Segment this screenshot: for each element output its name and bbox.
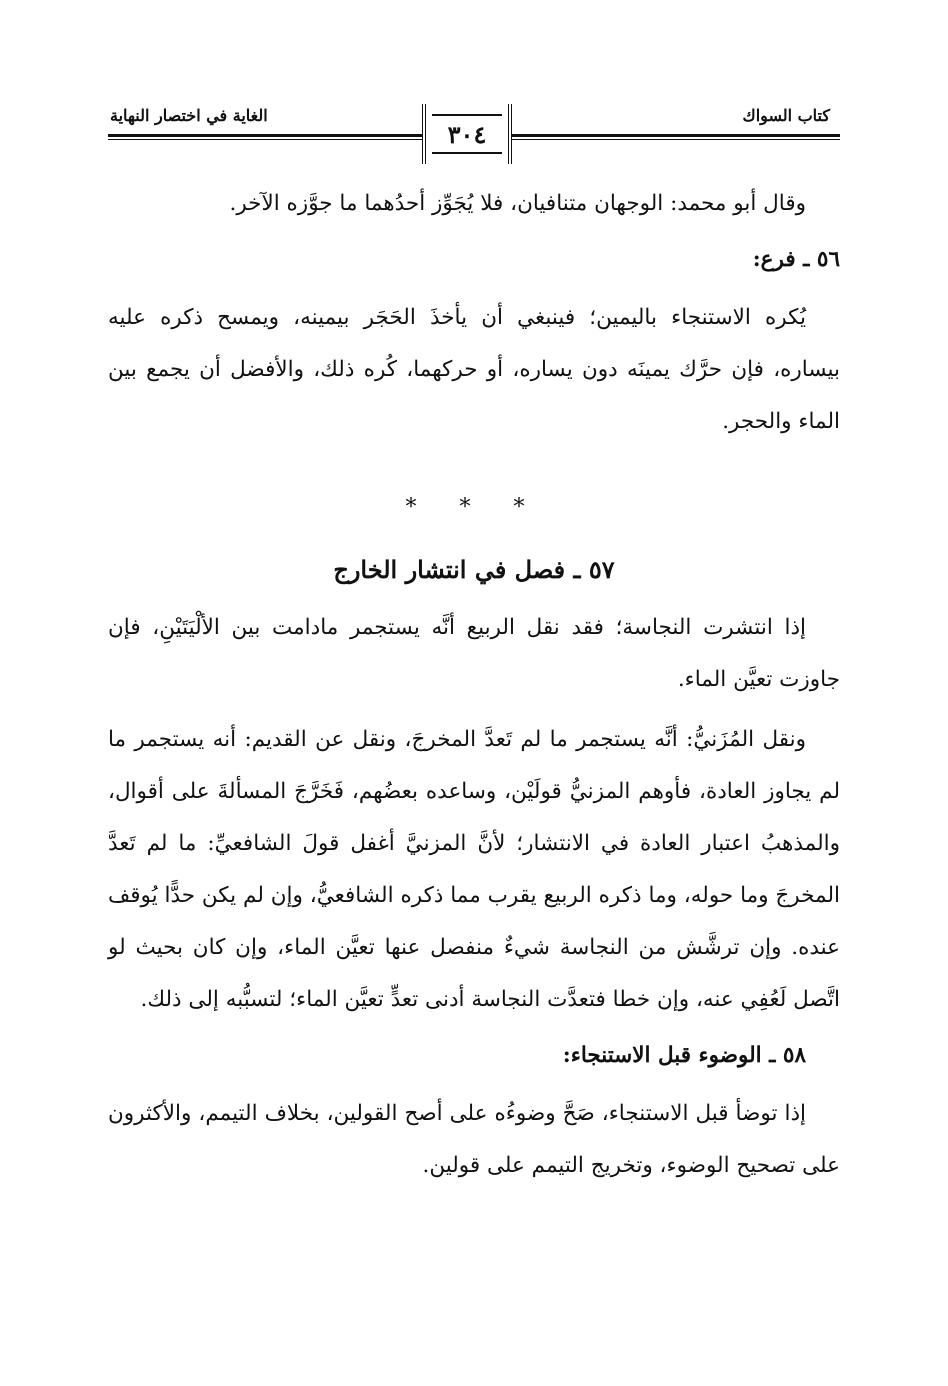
paragraph: وقال أبو محمد: الوجهان متنافيان، فلا يُجَوِّز أحدُهما ما جوَّزه الآخر. [229,191,806,216]
book-title: الغاية في اختصار النهاية [110,106,268,125]
paragraph: إذا توضأ قبل الاستنجاء، صَحَّ وضوءُه على أصح القولين، بخلاف التيمم، والأكثرون على تصحيح الوضوء، وتخريج التيمم على قولين. [108,1101,840,1178]
page-number: ٣٠٤ [447,119,487,149]
subheading-58: ٥٨ ـ الوضوء قبل الاستنجاء: [562,1043,806,1068]
section-divider-stars: * * * [405,495,543,520]
page-number-box [422,104,512,164]
page-body [108,178,840,1192]
subheading-56: ٥٦ ـ فرع: [752,247,840,272]
paragraph: يُكره الاستنجاء باليمين؛ فينبغي أن يأخذَ الحَجَر بيمينه، ويمسح ذكره عليه بيساره، فإن حرَّك يمينَه دون يساره، أو حركهما، كُره ذلك، والأفضل أن يجمع بين الماء والحجر. [108,305,840,434]
section-title-57: ٥٧ ـ فصل في انتشار الخارج [333,555,615,584]
book-chapter-title: كتاب السواك [742,106,830,125]
paragraph: إذا انتشرت النجاسة؛ فقد نقل الربيع أنَّه يستجمر مادامت بين الألْيَتَيْنِ، فإن جاوزت تعيَّن الماء. [108,615,840,692]
running-header [108,96,840,174]
paragraph: ونقل المُزَنيُّ: أنَّه يستجمر ما لم تَعدَّ المخرجَ، ونقل عن القديم: أنه يستجمر ما لم يجاوز العادة، فأوهم المزنيُّ قولَيْن، وساعده بعضُهم، فَخَرَّجَ المسألةَ على أقوال، والمذهبُ اعتبار العادة في الانتشار؛ لأنَّ المزنيَّ أغفل قولَ الشافعيِّ: ما لم تَعدَّ المخرجَ وما حوله، وما ذكره الربيع يقرب مما ذكره الشافعيُّ، وإن لم يكن حدًّا يُوقف عنده. وإن ترشَّش من النجاسة شيءٌ منفصل عنها تعيَّن الماء، وإن كان بحيث لو اتَّصل لَعُفِي عنه، وإن خطا فتعدَّت النجاسة أدنى تعدٍّ تعيَّن الماء؛ لتسبُّبه إلى ذلك. [108,727,840,1012]
